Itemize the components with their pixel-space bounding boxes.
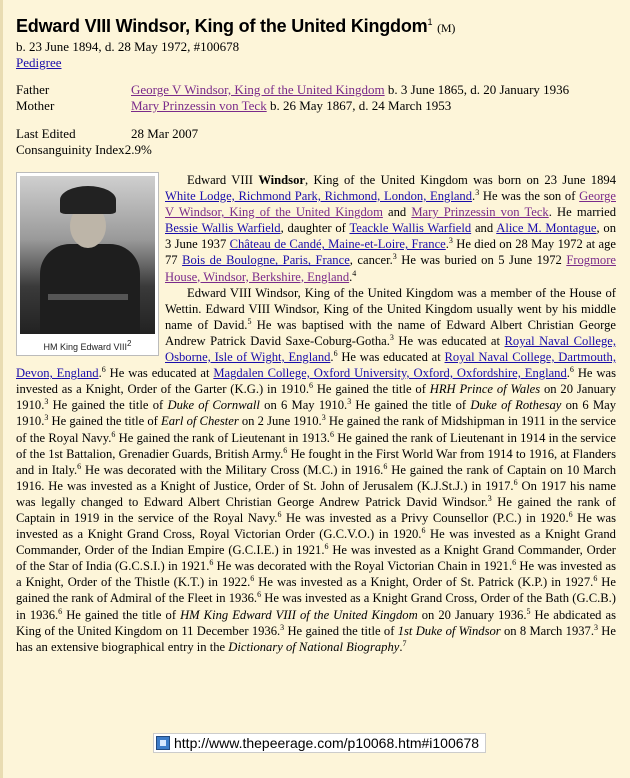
portrait-photo[interactable] [16, 172, 159, 356]
mother-row: Mother Mary Prinzessin von Teck b. 26 May 1867, d. 24 March 1953 [16, 98, 452, 113]
left-edge [0, 0, 3, 778]
person-link[interactable]: Teackle Wallis Warfield [349, 221, 472, 236]
place-link[interactable]: Frogmore House, Windsor, Berkshire, England [165, 253, 616, 284]
bio-paragraph-2: Edward VIII Windsor, King of the United Kingdom was a member of the House of Wettin. Edward VIII Windsor, King of the United Kingdom usually went by his middle name of David.$^5$ He was baptised with the name of Edward Albert Christian George Andrew Patrick David Saxe-Coburg-Gotha.$^3$ He was educated at Royal Naval College, Osborne, Isle of Wight, England.$^6$ He was educated at Royal Naval College, Dartmouth, Devon, England.$^6$ He was educated at Magdalen College, Oxford University, Oxford, Oxfordshire, England.$^6$ He was invested as a Knight, Order of the Garter (K.G.) in 1910.$^6$ He gained the title of HRH Prince of Wales on 20 January 1910.$^3$ He gained the title of Duke of Cornwall on 6 May 1910.$^3$ He gained the title of Duke of Rothesay on 6 May 1910.$^3$ He gained the title of Earl of Chester on 2 June 1910.$^3$ He gained the rank of Midshipman in 1911 in the service of the Royal Navy.$^6$ He gained the rank of Lieutenant in 1913.$^6$ He gained the rank of Lieutenant in 1914 in the service of the 1st Battalion, Grenadier Guards, British Army.$^6$ He fought in the First World War from 1914 to 1916, at Flanders and in Italy.$^6$ He was decorated with the Military Cross (M.C.) in 1916.$^6$ He gained the rank of Captain on 10 March 1916. He was invested as a Knight of Justice, Order of St. John of Jerusalem (K.J.St.J.) in 1917.$^6$ On 1917 his name was legally changed to Edward Albert Christian George Andrew Patrick David Windsor.$^3$ He gained the rank of Captain in 1919 in the service of the Royal Navy.$^6$ He was invested as a Privy Counsellor (P.C.) in 1920.$^6$ He was invested as a Knight Grand Cross, Royal Victorian Order (G.C.V.O.) in 1920.$^6$ He was invested as a Knight Grand Commander, Order of the Indian Empire (G.C.I.E.) in 1921.$^6$ He was invested as a Knight Grand Commander, Order of the Star of India (G.C.S.I.) in 1921.$^6$ He was decorated with the Royal Victorian Chain in 1921.$^6$ He was invested as a Knight, Order of the Thistle (K.T.) in 1922.$^6$ He was invested as a Knight, Order of St. Patrick (K.P.) in 1927.$^6$ He gained the rank of Admiral of the Fleet in 1936.$^6$ He was invested as a Knight Grand Cross, Order of the Bath (G.C.B.) in 1936.$^6$ He gained the title of HM King Edward VIII of the United Kingdom on 20 January 1936.$^5$ He abdicated as King of the United Kingdom on 11 December 1936.$^3$ He gained the title of 1st Duke of Windsor on 8 March 1937.$^3$ He has an extensive biographical entry in the Dictionary of National Biography.$^7$ [16, 285, 617, 654]
last-edited-row: Last Edited 28 Mar 2007 [16, 126, 199, 141]
url-text: http://www.thepeerage.com/p10068.htm#i100678 [174, 735, 480, 751]
person-link[interactable]: Alice M. Montague [496, 221, 597, 236]
parents [16, 82, 616, 114]
bio-paragraph-1: Edward VIII Windsor, King of the United Kingdom was born on 23 June 1894 White Lodge, Richmond Park, Richmond, London, England.$^3$ He was the son of George V Windsor, King of the United Kingdom and Mary Prinzessin von Teck. He married Bessie Wallis Warfield, daughter of Teackle Wallis Warfield and Alice M. Montague, on 3 June 1937 Château de Candé, Maine-et-Loire, France.$^3$ He died on 28 May 1972 at age 77 Bois de Boulogne, Paris, France, cancer.$^3$ He was buried on 5 June 1972 Frogmore House, Windsor, Berkshire, England.$^4$ [165, 173, 617, 284]
consanguinity-row: Consanguinity Index 2.9% [16, 142, 152, 157]
photo-caption: HM King Edward VIII$^2$ [43, 339, 132, 352]
url-bar[interactable] [153, 733, 486, 753]
place-link[interactable]: Royal Naval College, Osborne, Isle of Wight, England [165, 333, 616, 365]
meta [16, 126, 616, 158]
mother-link[interactable]: Mary Prinzessin von Teck [131, 98, 267, 113]
vitals: b. 23 June 1894, d. 28 May 1972, #100678 [16, 39, 240, 54]
person-link[interactable]: Bessie Wallis Warfield [165, 221, 281, 236]
father-link[interactable]: George V Windsor, King of the United Kingdom [131, 82, 385, 97]
place-link[interactable]: Bois de Boulogne, Paris, France [182, 253, 350, 268]
main-content [16, 15, 616, 655]
page-title: Edward VIII Windsor, King of the United Kingdom$^1$ (M) [16, 16, 456, 36]
place-link[interactable]: White Lodge, Richmond Park, Richmond, London, England [165, 189, 473, 204]
person-link[interactable]: George V Windsor, King of the United Kingdom [165, 189, 616, 220]
place-link[interactable]: Royal Naval College, Dartmouth, Devon, England [16, 350, 616, 381]
person-link[interactable]: Mary Prinzessin von Teck [411, 205, 549, 220]
page-icon [156, 736, 170, 750]
place-link[interactable]: Château de Candé, Maine-et-Loire, France [229, 237, 446, 252]
father-row: Father George V Windsor, King of the United Kingdom b. 3 June 1865, d. 20 January 1936 [16, 82, 570, 97]
pedigree-link[interactable]: Pedigree [16, 55, 62, 70]
place-link[interactable]: Magdalen College, Oxford University, Oxford, Oxfordshire, England [213, 366, 567, 381]
biography [16, 172, 616, 655]
portrait-image [20, 176, 155, 334]
